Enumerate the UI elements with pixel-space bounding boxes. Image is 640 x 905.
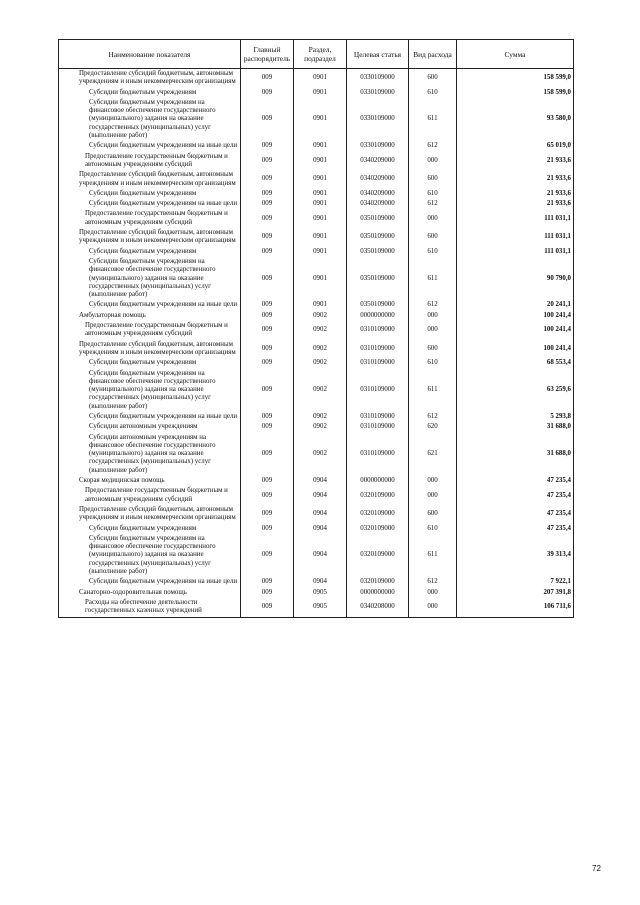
table-row [59, 199, 574, 209]
row-target-article: 0320109000 [347, 505, 409, 524]
row-expense-type: 610 [409, 189, 457, 199]
row-name: Субсидии бюджетным учреждениям на иные цели [59, 577, 241, 587]
row-target-article: 0330109000 [347, 141, 409, 151]
row-target-article: 0340209000 [347, 189, 409, 199]
row-target-article: 0340209000 [347, 152, 409, 171]
row-section: 0901 [294, 228, 347, 247]
header-sum: Сумма [457, 40, 574, 69]
row-target-article: 0330109000 [347, 69, 409, 88]
row-name: Субсидии автономным учреждениям [59, 422, 241, 432]
row-name: Субсидии бюджетным учреждениям на иные цели [59, 141, 241, 151]
table-row [59, 98, 574, 141]
row-expense-type: 611 [409, 257, 457, 300]
table-row [59, 588, 574, 598]
row-grbs: 009 [241, 247, 294, 257]
row-expense-type: 000 [409, 588, 457, 598]
row-name: Субсидии бюджетным учреждениям на иные цели [59, 199, 241, 209]
row-section: 0904 [294, 534, 347, 577]
row-name: Субсидии бюджетным учреждениям [59, 524, 241, 534]
header-exptype: Вид расхода [409, 40, 457, 69]
row-expense-type: 600 [409, 505, 457, 524]
row-sum: 106 711,6 [457, 598, 574, 617]
row-grbs: 009 [241, 300, 294, 310]
row-grbs: 009 [241, 88, 294, 98]
row-sum: 93 580,0 [457, 98, 574, 141]
row-grbs: 009 [241, 422, 294, 432]
row-expense-type: 612 [409, 199, 457, 209]
row-target-article: 0340209000 [347, 170, 409, 189]
header-grbs: Главный распорядитель [241, 40, 294, 69]
header-name: Наименование показателя [59, 40, 241, 69]
row-expense-type: 600 [409, 340, 457, 359]
row-target-article: 0340209000 [347, 199, 409, 209]
row-target-article: 0310109000 [347, 321, 409, 340]
row-grbs: 009 [241, 534, 294, 577]
row-target-article: 0310109000 [347, 358, 409, 368]
row-sum: 7 922,1 [457, 577, 574, 587]
table-header [59, 40, 574, 69]
row-section: 0901 [294, 199, 347, 209]
row-grbs: 009 [241, 358, 294, 368]
header-section: Раздел, подраздел [294, 40, 347, 69]
row-grbs: 009 [241, 588, 294, 598]
row-name: Субсидии бюджетным учреждениям [59, 247, 241, 257]
row-expense-type: 000 [409, 476, 457, 486]
row-expense-type: 610 [409, 247, 457, 257]
row-target-article: 0350109000 [347, 300, 409, 310]
row-section: 0901 [294, 170, 347, 189]
row-section: 0904 [294, 476, 347, 486]
row-grbs: 009 [241, 505, 294, 524]
row-section: 0905 [294, 598, 347, 617]
row-grbs: 009 [241, 476, 294, 486]
table-row [59, 209, 574, 228]
table-row [59, 152, 574, 171]
table-row [59, 422, 574, 432]
row-name: Субсидии бюджетным учреждениям на иные цели [59, 412, 241, 422]
row-target-article: 0350109000 [347, 209, 409, 228]
row-sum: 158 599,0 [457, 69, 574, 88]
row-expense-type: 610 [409, 524, 457, 534]
row-grbs: 009 [241, 412, 294, 422]
row-sum: 47 235,4 [457, 524, 574, 534]
row-expense-type: 600 [409, 69, 457, 88]
row-section: 0902 [294, 369, 347, 412]
row-grbs: 009 [241, 433, 294, 476]
page-number: 72 [592, 864, 601, 873]
row-grbs: 009 [241, 170, 294, 189]
row-sum: 47 235,4 [457, 476, 574, 486]
table-row [59, 505, 574, 524]
row-sum: 63 259,6 [457, 369, 574, 412]
table-row [59, 476, 574, 486]
row-section: 0901 [294, 69, 347, 88]
row-name: Предоставление субсидий бюджетным, автономным учреждениям и иным некоммерческим организациям [59, 228, 241, 247]
row-target-article: 0310109000 [347, 369, 409, 412]
row-expense-type: 000 [409, 152, 457, 171]
row-expense-type: 000 [409, 321, 457, 340]
row-section: 0902 [294, 422, 347, 432]
table-row [59, 412, 574, 422]
row-sum: 21 933,6 [457, 152, 574, 171]
table-row [59, 247, 574, 257]
row-sum: 90 790,0 [457, 257, 574, 300]
row-name: Субсидии автономным учреждениям на финансовое обеспечение государственного (муниципального) задания на оказание государственных (муниципальных) услуг (выполнение работ) [59, 433, 241, 476]
row-section: 0901 [294, 152, 347, 171]
row-name: Предоставление субсидий бюджетным, автономным учреждениям и иным некоммерческим организациям [59, 505, 241, 524]
row-expense-type: 612 [409, 412, 457, 422]
row-expense-type: 610 [409, 358, 457, 368]
row-name: Предоставление государственным бюджетным и автономным учреждениям субсидий [59, 486, 241, 505]
row-section: 0904 [294, 577, 347, 587]
table-row [59, 524, 574, 534]
row-target-article: 0320109000 [347, 534, 409, 577]
row-grbs: 009 [241, 257, 294, 300]
table-row [59, 598, 574, 617]
row-section: 0901 [294, 98, 347, 141]
row-target-article: 0350109000 [347, 228, 409, 247]
row-sum: 47 235,4 [457, 505, 574, 524]
row-name: Предоставление субсидий бюджетным, автономным учреждениям и иным некоммерческим организациям [59, 69, 241, 88]
row-name: Субсидии бюджетным учреждениям на финансовое обеспечение государственного (муниципального) задания на оказание государственных (муниципальных) услуг (выполнение работ) [59, 369, 241, 412]
row-target-article: 0310109000 [347, 340, 409, 359]
row-sum: 100 241,4 [457, 340, 574, 359]
row-name: Субсидии бюджетным учреждениям [59, 358, 241, 368]
row-target-article: 0000000000 [347, 476, 409, 486]
row-section: 0901 [294, 189, 347, 199]
row-expense-type: 600 [409, 228, 457, 247]
budget-table [58, 39, 574, 618]
row-section: 0901 [294, 257, 347, 300]
row-name: Предоставление государственным бюджетным и автономным учреждениям субсидий [59, 321, 241, 340]
table-row [59, 433, 574, 476]
table-row [59, 88, 574, 98]
row-target-article: 0000000000 [347, 588, 409, 598]
table-row [59, 486, 574, 505]
row-name: Субсидии бюджетным учреждениям на финансовое обеспечение государственного (муниципального) задания на оказание государственных (муниципальных) услуг (выполнение работ) [59, 98, 241, 141]
row-sum: 20 241,1 [457, 300, 574, 310]
row-grbs: 009 [241, 152, 294, 171]
table-row [59, 358, 574, 368]
row-name: Скорая медицинская помощь [59, 476, 241, 486]
row-name: Предоставление субсидий бюджетным, автономным учреждениям и иным некоммерческим организациям [59, 340, 241, 359]
row-sum: 31 688,0 [457, 433, 574, 476]
table-row [59, 300, 574, 310]
row-expense-type: 000 [409, 486, 457, 505]
row-sum: 100 241,4 [457, 311, 574, 321]
row-name: Предоставление государственным бюджетным и автономным учреждениям субсидий [59, 209, 241, 228]
row-target-article: 0000000000 [347, 311, 409, 321]
row-target-article: 0310109000 [347, 433, 409, 476]
table-row [59, 141, 574, 151]
row-name: Субсидии бюджетным учреждениям на финансовое обеспечение государственного (муниципального) задания на оказание государственных (муниципальных) услуг (выполнение работ) [59, 534, 241, 577]
row-grbs: 009 [241, 340, 294, 359]
row-expense-type: 000 [409, 598, 457, 617]
table-row [59, 228, 574, 247]
row-target-article: 0350109000 [347, 247, 409, 257]
row-name: Расходы на обеспечение деятельности государственных казенных учреждений [59, 598, 241, 617]
row-grbs: 009 [241, 577, 294, 587]
row-grbs: 009 [241, 369, 294, 412]
row-sum: 111 031,1 [457, 247, 574, 257]
row-grbs: 009 [241, 321, 294, 340]
row-grbs: 009 [241, 199, 294, 209]
table-row [59, 577, 574, 587]
row-expense-type: 612 [409, 141, 457, 151]
row-target-article: 0330109000 [347, 98, 409, 141]
row-section: 0904 [294, 486, 347, 505]
row-expense-type: 600 [409, 170, 457, 189]
row-expense-type: 610 [409, 88, 457, 98]
row-sum: 21 933,6 [457, 199, 574, 209]
row-target-article: 0310109000 [347, 422, 409, 432]
row-section: 0901 [294, 88, 347, 98]
row-sum: 207 391,8 [457, 588, 574, 598]
row-name: Субсидии бюджетным учреждениям [59, 88, 241, 98]
row-sum: 100 241,4 [457, 321, 574, 340]
row-name: Амбулаторная помощь [59, 311, 241, 321]
row-grbs: 009 [241, 209, 294, 228]
row-name: Субсидии бюджетным учреждениям на иные цели [59, 300, 241, 310]
row-grbs: 009 [241, 311, 294, 321]
row-sum: 111 031,1 [457, 228, 574, 247]
table-row [59, 69, 574, 88]
row-target-article: 0310109000 [347, 412, 409, 422]
table-row [59, 170, 574, 189]
row-name: Санаторно-оздоровительная помощь [59, 588, 241, 598]
row-sum: 158 599,0 [457, 88, 574, 98]
row-name: Предоставление субсидий бюджетным, автономным учреждениям и иным некоммерческим организациям [59, 170, 241, 189]
row-sum: 21 933,6 [457, 170, 574, 189]
table-row [59, 534, 574, 577]
row-grbs: 009 [241, 189, 294, 199]
table-body [59, 69, 574, 618]
row-grbs: 009 [241, 486, 294, 505]
row-section: 0904 [294, 505, 347, 524]
row-name: Предоставление государственным бюджетным и автономным учреждениям субсидий [59, 152, 241, 171]
row-section: 0902 [294, 311, 347, 321]
row-grbs: 009 [241, 98, 294, 141]
row-sum: 47 235,4 [457, 486, 574, 505]
row-grbs: 009 [241, 524, 294, 534]
row-sum: 65 019,0 [457, 141, 574, 151]
row-expense-type: 000 [409, 311, 457, 321]
row-expense-type: 621 [409, 433, 457, 476]
table-row [59, 311, 574, 321]
row-section: 0905 [294, 588, 347, 598]
row-sum: 5 293,8 [457, 412, 574, 422]
row-expense-type: 612 [409, 300, 457, 310]
row-grbs: 009 [241, 598, 294, 617]
row-expense-type: 611 [409, 369, 457, 412]
row-section: 0901 [294, 209, 347, 228]
row-name: Субсидии бюджетным учреждениям [59, 189, 241, 199]
row-target-article: 0330109000 [347, 88, 409, 98]
row-sum: 31 688,0 [457, 422, 574, 432]
row-name: Субсидии бюджетным учреждениям на финансовое обеспечение государственного (муниципального) задания на оказание государственных (муниципальных) услуг (выполнение работ) [59, 257, 241, 300]
row-grbs: 009 [241, 228, 294, 247]
row-section: 0904 [294, 524, 347, 534]
row-target-article: 0320109000 [347, 486, 409, 505]
row-section: 0902 [294, 340, 347, 359]
row-expense-type: 620 [409, 422, 457, 432]
row-target-article: 0340208000 [347, 598, 409, 617]
row-grbs: 009 [241, 69, 294, 88]
row-section: 0901 [294, 141, 347, 151]
table-row [59, 257, 574, 300]
row-expense-type: 612 [409, 577, 457, 587]
row-sum: 21 933,6 [457, 189, 574, 199]
row-expense-type: 611 [409, 98, 457, 141]
row-section: 0902 [294, 412, 347, 422]
table-row [59, 321, 574, 340]
row-section: 0902 [294, 321, 347, 340]
row-section: 0901 [294, 247, 347, 257]
row-sum: 111 031,1 [457, 209, 574, 228]
row-grbs: 009 [241, 141, 294, 151]
table-row [59, 189, 574, 199]
row-target-article: 0320109000 [347, 524, 409, 534]
row-sum: 39 313,4 [457, 534, 574, 577]
table-row [59, 340, 574, 359]
row-section: 0902 [294, 358, 347, 368]
row-sum: 68 553,4 [457, 358, 574, 368]
table-row [59, 369, 574, 412]
row-section: 0901 [294, 300, 347, 310]
header-target: Целевая статья [347, 40, 409, 69]
row-section: 0902 [294, 433, 347, 476]
row-target-article: 0320109000 [347, 577, 409, 587]
row-expense-type: 000 [409, 209, 457, 228]
row-expense-type: 611 [409, 534, 457, 577]
row-target-article: 0350109000 [347, 257, 409, 300]
